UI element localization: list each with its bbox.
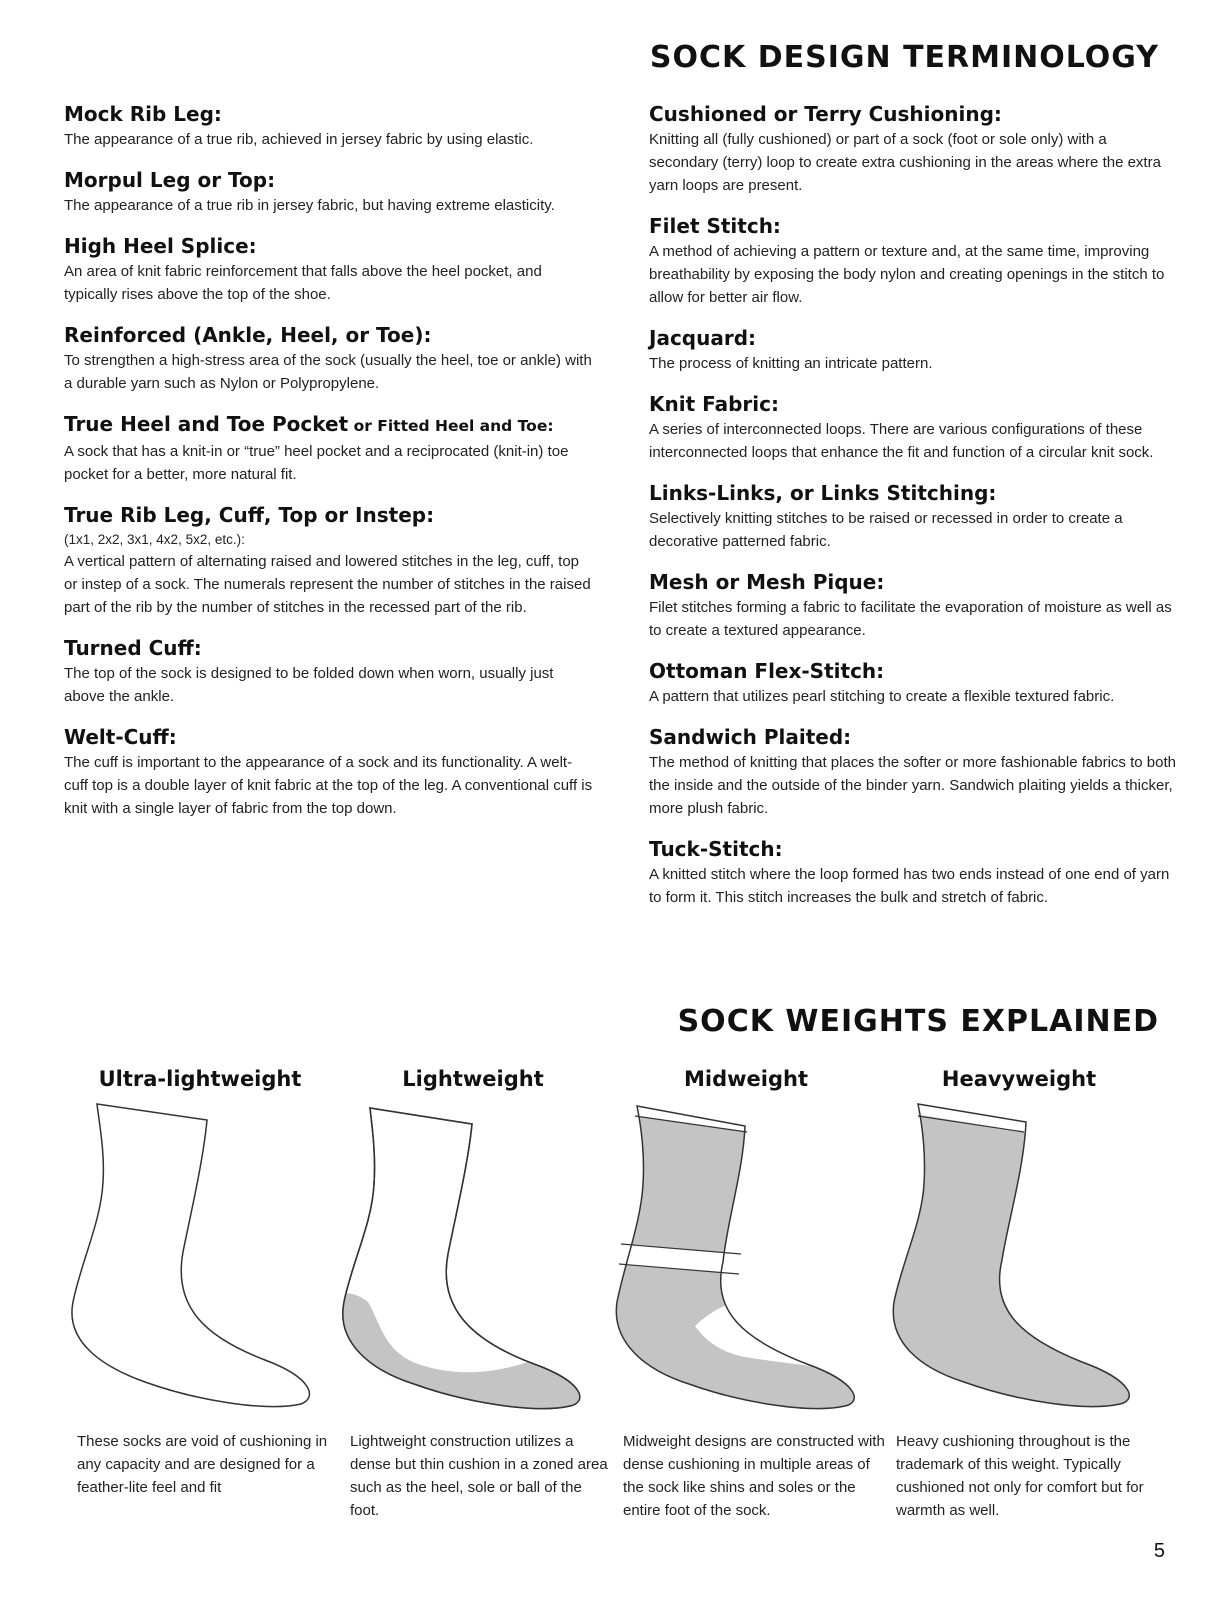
term-definition: The method of knitting that places the softer or more fashionable fabrics to both the inside and the outside of the binder yarn. Sandwich plaiting yields a thicker, more plush fabric. xyxy=(649,754,1176,817)
term-name: Mesh or Mesh Pique: xyxy=(649,570,885,594)
sock-weights-section xyxy=(55,1064,1179,1524)
term-jacquard xyxy=(649,324,1179,375)
term-welt-cuff xyxy=(64,723,594,820)
weight-heavyweight xyxy=(884,1064,1154,1519)
term-definition: An area of knit fabric reinforcement that falls above the heel pocket, and typically rises above the top of the shoe. xyxy=(64,263,542,303)
term-links-links xyxy=(649,479,1179,553)
term-definition: The top of the sock is designed to be folded down when worn, usually just above the ankle. xyxy=(64,665,554,705)
ultra-lightweight-sock-icon xyxy=(65,1102,335,1432)
term-definition: Selectively knitting stitches to be raised or recessed in order to create a decorative patterned fabric. xyxy=(649,510,1123,550)
term-cushioned xyxy=(649,100,1179,197)
term-high-heel-splice xyxy=(64,232,594,306)
term-name: Links-Links, or Links Stitching: xyxy=(649,481,997,505)
lightweight-sock-icon xyxy=(338,1102,608,1432)
term-definition: A method of achieving a pattern or texture and, at the same time, improving breathability by exposing the body nylon and creating openings in the stitch to allow for better air flow. xyxy=(649,243,1165,306)
terminology-title: SOCK DESIGN TERMINOLOGY xyxy=(649,40,1159,75)
term-definition: A pattern that utilizes pearl stitching to create a flexible textured fabric. xyxy=(649,688,1115,705)
term-definition: The cuff is important to the appearance of a sock and its functionality. A welt-cuff top is a double layer of knit fabric at the top of the leg. A conventional cuff is knit with a single layer of fabric from the top down. xyxy=(64,754,593,817)
terms-left-column xyxy=(64,100,594,835)
weight-description: Lightweight construction utilizes a dense but thin cushion in a zoned area such as the heel, sole or ball of the foot. xyxy=(350,1433,608,1519)
weights-title: SOCK WEIGHTS EXPLAINED xyxy=(677,1004,1159,1039)
weight-ultra-lightweight xyxy=(65,1064,335,1496)
term-definition: Filet stitches forming a fabric to facilitate the evaporation of moisture as well as to create a textured appearance. xyxy=(649,599,1172,639)
term-name: Ottoman Flex-Stitch: xyxy=(649,659,885,683)
term-filet-stitch xyxy=(649,212,1179,309)
weight-midweight xyxy=(611,1064,885,1519)
weight-lightweight xyxy=(338,1064,608,1519)
term-name xyxy=(64,410,594,440)
term-name: Sandwich Plaited: xyxy=(649,725,852,749)
term-definition: The appearance of a true rib in jersey fabric, but having extreme elasticity. xyxy=(64,197,555,214)
term-name-suffix: or Fitted Heel and Toe: xyxy=(348,417,554,435)
term-name: Reinforced (Ankle, Heel, or Toe): xyxy=(64,323,432,347)
term-sandwich-plaited xyxy=(649,723,1179,820)
term-note: (1x1, 2x2, 3x1, 4x2, 5x2, etc.): xyxy=(64,532,245,547)
term-name: Welt-Cuff: xyxy=(64,725,177,749)
term-name: Turned Cuff: xyxy=(64,636,202,660)
term-definition: Knitting all (fully cushioned) or part of a sock (foot or sole only) with a secondary (terry) loop to create extra cushioning in the areas where the extra yarn loops are present. xyxy=(649,131,1161,194)
term-name: Tuck-Stitch: xyxy=(649,837,783,861)
term-definition: A sock that has a knit-in or “true” heel pocket and a reciprocated (knit-in) toe pocket for a better, more natural fit. xyxy=(64,443,569,483)
term-turned-cuff xyxy=(64,634,594,708)
term-true-rib-leg xyxy=(64,501,594,619)
term-name: Filet Stitch: xyxy=(649,214,781,238)
term-name: Morpul Leg or Top: xyxy=(64,168,276,192)
weight-description: Midweight designs are constructed with dense cushioning in multiple areas of the sock like shins and soles or the entire foot of the sock. xyxy=(623,1433,885,1519)
weight-title: Midweight xyxy=(684,1067,808,1091)
term-name-main: True Heel and Toe Pocket xyxy=(64,412,349,436)
term-knit-fabric xyxy=(649,390,1179,464)
term-name: High Heel Splice: xyxy=(64,234,257,258)
term-definition: A series of interconnected loops. There are various configurations of these interconnected loops that enhance the fit and function of a circular knit sock. xyxy=(649,421,1154,461)
term-morpul-leg xyxy=(64,166,594,217)
page-number: 5 xyxy=(1153,1540,1165,1562)
term-definition: The process of knitting an intricate pattern. xyxy=(649,355,933,372)
term-definition: A vertical pattern of alternating raised and lowered stitches in the leg, cuff, top or instep of a sock. The numerals represent the number of stitches in the raised part of the rib by the number of stitches in the recessed part of the rib. xyxy=(64,553,591,616)
term-mesh-pique xyxy=(649,568,1179,642)
term-tuck-stitch xyxy=(649,835,1179,909)
term-name: Cushioned or Terry Cushioning: xyxy=(649,102,1002,126)
weight-title: Heavyweight xyxy=(941,1067,1097,1091)
term-definition: To strengthen a high-stress area of the sock (usually the heel, toe or ankle) with a durable yarn such as Nylon or Polypropylene. xyxy=(64,352,592,392)
weight-description: These socks are void of cushioning in any capacity and are designed for a feather-lite feel and fit xyxy=(77,1433,328,1496)
terms-right-column xyxy=(649,100,1179,924)
term-name: Knit Fabric: xyxy=(649,392,779,416)
term-definition: The appearance of a true rib, achieved in jersey fabric by using elastic. xyxy=(64,131,534,148)
heavyweight-sock-icon xyxy=(884,1102,1154,1432)
term-mock-rib-leg xyxy=(64,100,594,151)
term-name: True Rib Leg, Cuff, Top or Instep: xyxy=(64,503,435,527)
term-name: Jacquard: xyxy=(649,326,757,350)
weight-title: Lightweight xyxy=(402,1067,544,1091)
term-ottoman-flex-stitch xyxy=(649,657,1179,708)
term-true-heel-toe-pocket xyxy=(64,410,594,486)
term-reinforced xyxy=(64,321,594,395)
term-definition: A knitted stitch where the loop formed has two ends instead of one end of yarn to form it. This stitch increases the bulk and stretch of fabric. xyxy=(649,866,1170,906)
weight-description: Heavy cushioning throughout is the trademark of this weight. Typically cushioned not only for comfort but for warmth as well. xyxy=(896,1433,1144,1519)
term-name: Mock Rib Leg: xyxy=(64,102,222,126)
weight-title: Ultra-lightweight xyxy=(98,1067,302,1091)
midweight-sock-icon xyxy=(611,1102,881,1432)
